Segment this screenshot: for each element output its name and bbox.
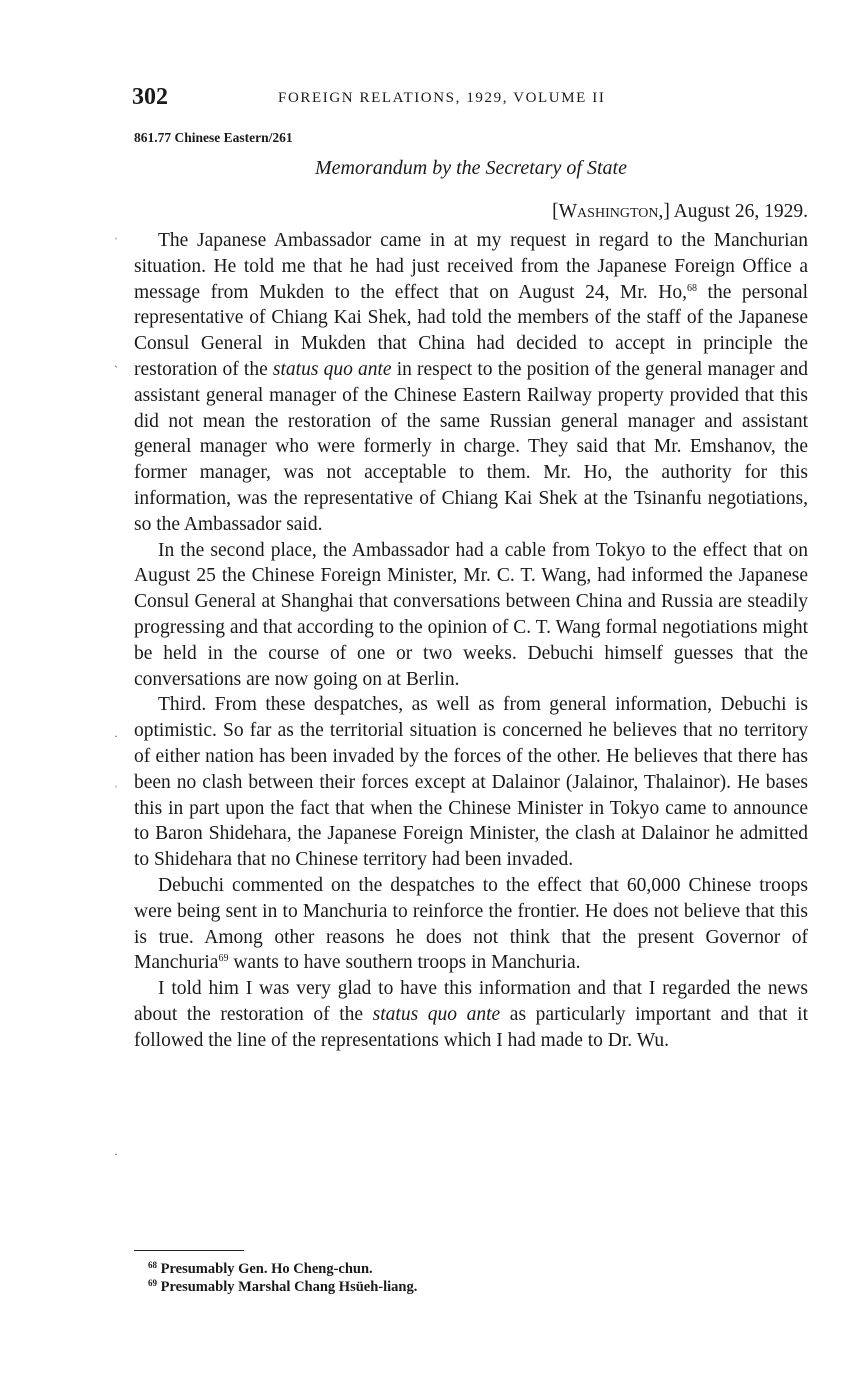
footnote-text: Presumably Gen. Ho Cheng-chun. — [160, 1261, 373, 1277]
margin-mark: ˋ — [114, 363, 118, 377]
document-title: Memorandum by the Secretary of State — [315, 157, 627, 179]
margin-mark: · — [114, 1147, 118, 1161]
paragraph-5 — [134, 976, 808, 1053]
paragraph-text: in respect to the position of the general manager and assistant general manager of the Chinese Eastern Railway property provided that this did not mean the restoration of the same Russian general manager and assistant general manager who were formerly in charge. They said that Mr. Emshanov, the former manager, was not acceptable to them. Mr. Ho, the authority for this information, was the representative of Chiang Kai Shek at the Tsinanfu negotiations, so the Ambassador said. — [134, 358, 808, 535]
footnote-number: 68 — [148, 1260, 157, 1270]
file-reference: 861.77 Chinese Eastern/261 — [134, 130, 293, 145]
margin-mark: ˈ — [114, 235, 118, 249]
paragraph-4 — [134, 873, 808, 976]
paragraph-3: Third. From these despatches, as well as from general information, Debuchi is optimistic. So far as the territorial situation is concerned he believes that no territory of either nation has been invaded by the forces of the other. He believes that there has been no clash between their forces except at Dalainor (Jalainor, Thalainor). He bases this in part upon the fact that when the Chinese Minister in Tokyo came to announce to Baron Shidehara, the Japanese Foreign Minister, the clash at Dalainor he admitted to Shidehara that no Chinese territory had been invaded. — [134, 694, 808, 871]
paragraph-text: Debuchi commented on the despatches to the effect that 60,000 Chinese troops were being sent in to Manchuria to reinforce the frontier. He does not believe that this is true. Among other reasons he does not think that the present Governor of Manchuria — [134, 874, 808, 974]
memorandum-body — [134, 228, 808, 1054]
footnote-rule — [134, 1250, 244, 1251]
paragraph-2: In the second place, the Ambassador had a cable from Tokyo to the effect that on August 25 the Chinese Foreign Minister, Mr. C. T. Wang, had informed the Japanese Consul General at Shanghai that conversations between China and Russia are steadily progressing and that according to the opinion of C. T. Wang formal negotiations might be held in the course of one or two weeks. Debuchi himself guesses that the conversations are now going on at Berlin. — [134, 539, 808, 690]
italic-phrase: status quo ante — [272, 358, 392, 380]
page-number: 302 — [132, 84, 168, 110]
paragraph-1 — [134, 228, 808, 538]
dateline: [Washington,] August 26, 1929. — [552, 201, 808, 222]
paragraph-text: the personal representative of Chiang Kai Shek, had told the members of the staff of the Japanese Consul General in Mukden that China had decided to accept in principle the restoration of the — [134, 281, 808, 380]
paragraph-text: as particularly important and that it followed the line of the representations which I had made to Dr. Wu. — [134, 1003, 809, 1051]
footnote-69 — [148, 1278, 808, 1296]
footnote-number: 69 — [148, 1278, 157, 1288]
page-header — [132, 84, 808, 116]
italic-phrase: status quo ante — [372, 1003, 501, 1025]
footnotes — [148, 1260, 808, 1296]
footnote-ref-69: 69 — [218, 953, 229, 965]
paragraph-text: wants to have southern troops in Manchuria. — [228, 952, 581, 974]
margin-mark: ˈ — [114, 783, 118, 797]
dateline-place: Washington, — [558, 201, 664, 222]
dateline-date: August 26, 1929. — [673, 201, 808, 222]
footnote-text: Presumably Marshal Chang Hsüeh-liang. — [160, 1279, 418, 1295]
footnote-ref-68: 68 — [686, 282, 697, 294]
paragraph-text: The Japanese Ambassador came in at my request in regard to the Manchurian situation. He told me that he had just received from the Japanese Foreign Office a message from Mukden to the effect that on August 24, Mr. Ho, — [134, 230, 808, 303]
running-head: FOREIGN RELATIONS, 1929, VOLUME II — [278, 90, 606, 106]
margin-mark: · — [114, 729, 118, 743]
paragraph-text: I told him I was very glad to have this information and that I regarded the news about the restoration of the — [134, 978, 808, 1025]
footnote-68 — [148, 1260, 808, 1278]
